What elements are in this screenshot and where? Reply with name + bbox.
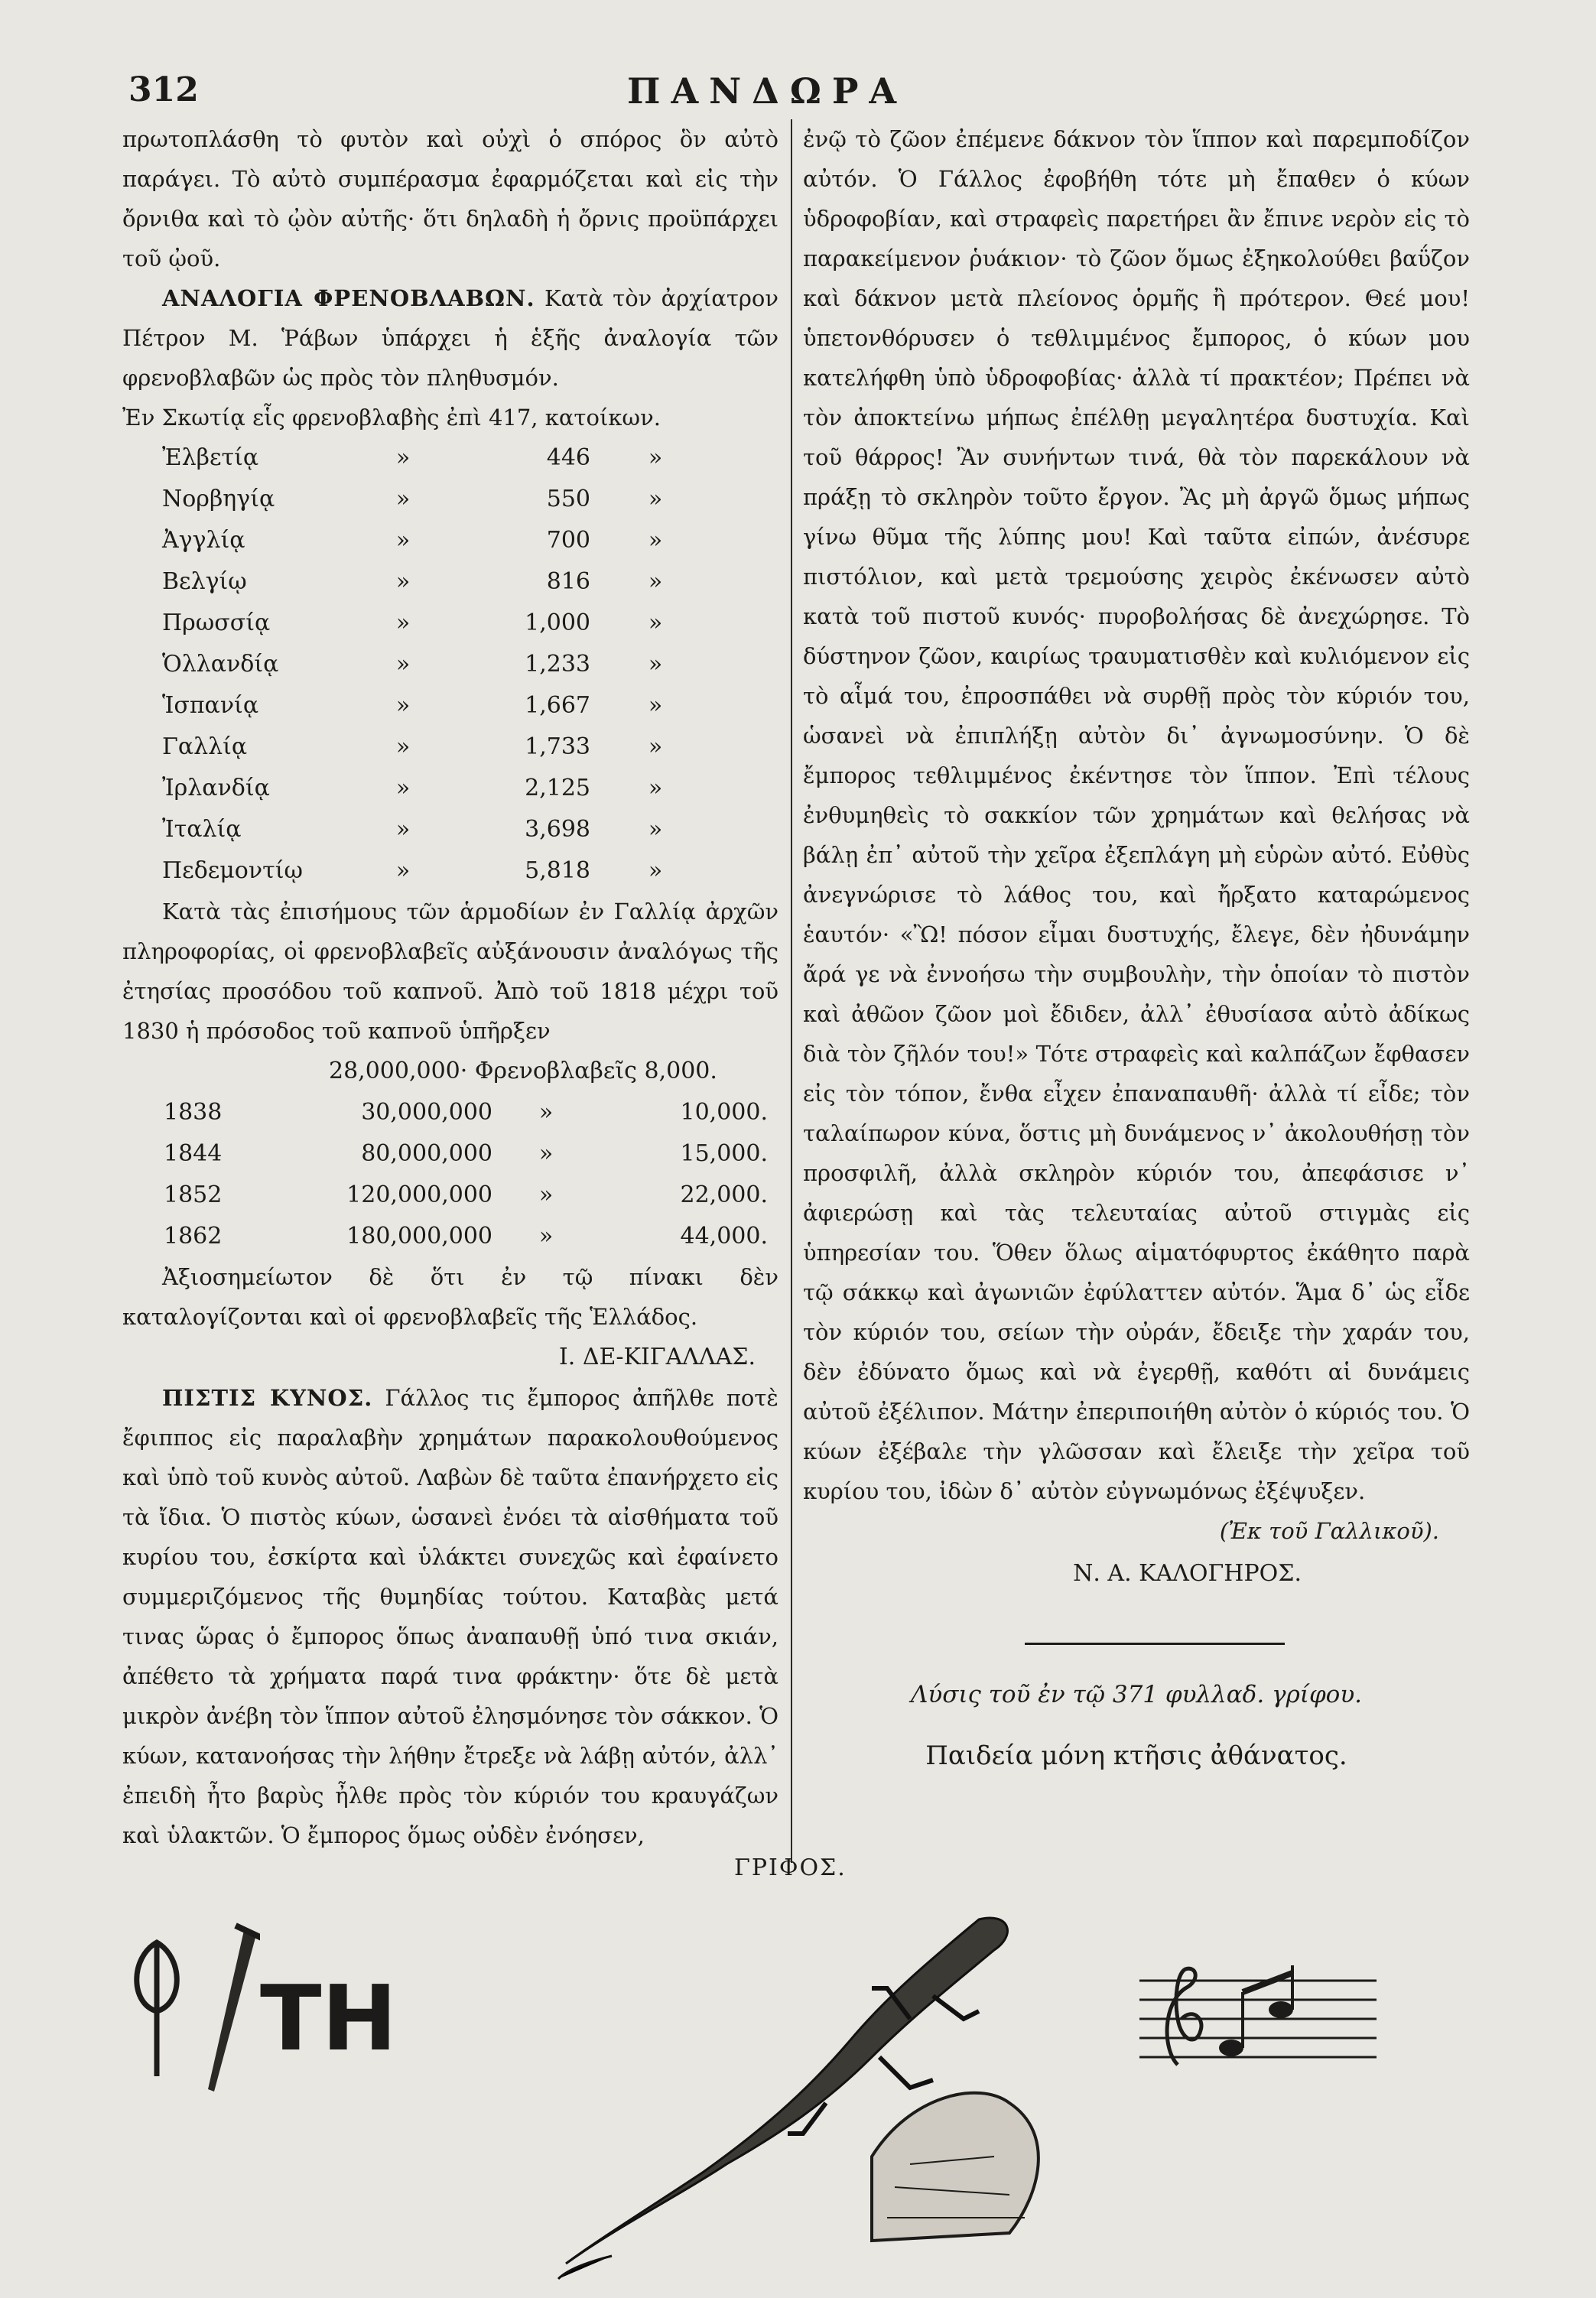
column-divider — [791, 119, 792, 1863]
tobacco-count: 22,000. — [680, 1182, 768, 1208]
tobacco-amount: 30,000,000 — [361, 1099, 492, 1126]
tobacco-year: 1862 — [164, 1223, 223, 1250]
country-value: 1,233 — [525, 651, 590, 678]
ditto-mark: » — [648, 816, 663, 843]
dog-story-continuation: ἐνῷ τὸ ζῶον ἐπέμενε δάκνον τὸν ἵππον καὶ παρεμποδίζον αὐτόν. Ὁ Γάλλος ἐφοβήθη τότε μὴ ἔπαθεν ὁ κύων ὑδροφοβίαν, καὶ στραφεὶς παρετήρει ἂν ἔπινε νερὸν εἰς τὸ παρακείμενον ῥυάκιον· τὸ ζῶον ὅμως ἐξηκολούθει βαΰζον καὶ δάκνον μετὰ πλείονος ὁρμῆς ἢ πρότερον. Θεέ μου! ὑπετονθόρυσεν ὁ τεθλιμμένος ἔμπορος, ὁ κύων μου κατελήφθη ὑπὸ ὑδροφοβίας· ἀλλὰ τί πρακτέον; Πρέπει νὰ τὸν ἀποκτείνω μήπως ἐπέλθῃ μεγαλητέρα δυστυχία. Καὶ τοῦ θάρρος! Ἂν συνήντων τινά, θὰ τὸν παρεκάλουν νὰ πράξῃ τὸ σκληρὸν τοῦτο ἔργον. Ἂς μὴ ἀργῶ ὅμως μήπως γίνω θῦμα τῆς λύπης μου! Καὶ ταῦτα εἰπών, ἀνέσυρε πιστόλιον, καὶ μετὰ τρεμούσης χειρὸς ἐκένωσεν αὐτὸ κατὰ τοῦ πιστοῦ κυνός· πυροβολήσας δὲ ἀνεχώρησε. Τὸ δύστηνον ζῶον, καιρίως τραυματισθὲν καὶ κυλιόμενον εἰς τὸ αἷμά του, ἐπροσπάθει νὰ συρθῇ πρὸς τὸν κύριόν του, ὡσανεὶ νὰ ἐπιπλήξῃ αὐτὸν δι᾿ ἀγνωμοσύνην. Ὁ δὲ ἔμπορος τεθλιμμένος ἐκέντησε τὸν ἵππον. Ἐπὶ τέλους ἐνθυμηθεὶς τὸ σακκίον τῶν χρημάτων καὶ θελήσας νὰ βάλῃ ἐπ᾿ αὐτοῦ τὴν χεῖρα ἐξεπλάγη μὴ εὑρὼν αὐτό. Εὐθὺς ἀνεγνώρισε τὸ λάθος του, καὶ ἤρξατο καταρώμενος ἑαυτόν· «Ὢ! πόσον εἶμαι δυστυχής, ἔλεγε, δὲν ἠδυνάμην ἄρά γε νὰ ἐννοήσω τὴν συμβουλὴν, τὴν ὁποίαν τὸ πιστὸν καὶ ἀθῶον ζῶον μοὶ ἔδιδεν, ἀλλ᾿ ἐθυσίασα αὐτὸ ἀδίκως διὰ τὸν ζῆλόν του!» Τότε στραφεὶς καὶ καλπάζων ἔφθασεν εἰς τὸν τόπον, ἔνθα εἶχεν ἐπαναπαυθῆ· ἀλλὰ τί εἶδε; τὸν ταλαίπωρον κύνα, ὅστις μὴ δυνάμενος ν᾿ ἀκολουθήσῃ τὸν προσφιλῆ, ἀλλὰ σκληρὸν κύριόν του, ἀπεφάσισε ν᾿ ἀφιερώσῃ καὶ τὰς τελευταίας αὐτοῦ στιγμὰς εἰς ὑπηρεσίαν του. Ὅθεν ὅλως αἱματόφυρτος ἐκάθητο παρὰ τῷ σάκκῳ καὶ ἀγωνιῶν ἐφύλαττεν αὐτόν. Ἅμα δ᾿ ὡς εἶδε τὸν κύριόν του, σείων τὴν οὐράν, ἔδειξε τὴν χαράν του, δὲν ἐδύνατο ὅμως καὶ νὰ ἐγερθῇ, καθότι αἱ δυνάμεις αὐτοῦ ἐξέλιπον. Μάτην ἐπεριποιήθη αὐτὸν ὁ κύριός του. Ὁ κύων ἐξέβαλε τὴν γλῶσσαν καὶ ἔλειξε τὴν χεῖρα τοῦ κυρίου του, ἰδὼν δ᾿ αὐτὸν εὐγνωμόνως ἐξέψυξεν. — [803, 126, 1470, 1504]
story-source: (Ἐκ τοῦ Γαλλικοῦ). — [1219, 1518, 1439, 1544]
tobacco-count: 10,000. — [680, 1099, 768, 1126]
riddle-solution-line: Λύσις τοῦ ἐν τῷ 371 φυλλαδ. γρίφου. — [910, 1681, 1363, 1708]
tobacco-amount: 80,000,000 — [361, 1140, 492, 1167]
ditto-mark: » — [538, 1140, 554, 1167]
section-rule — [1025, 1643, 1285, 1645]
tobacco-amount: 120,000,000 — [346, 1182, 492, 1208]
country-value: 5,818 — [525, 857, 590, 884]
tobacco-row — [122, 1216, 778, 1257]
country-value: 1,733 — [525, 733, 590, 760]
ditto-mark: » — [395, 568, 411, 595]
country-value: 700 — [546, 527, 590, 554]
country-row — [122, 479, 778, 520]
remark-paragraph: Ἀξιοσημείωτον δὲ ὅτι ἐν τῷ πίνακι δὲν καταλογίζονται καὶ οἱ φρενοβλαβεῖς τῆς Ἑλλάδος. — [122, 1264, 778, 1330]
ditto-mark: » — [648, 568, 663, 595]
ditto-mark: » — [538, 1099, 554, 1126]
ditto-mark: » — [395, 775, 411, 801]
country-name: Ὁλλανδίᾳ — [162, 651, 279, 678]
ditto-mark: » — [648, 444, 663, 471]
country-value: 816 — [546, 568, 590, 595]
ditto-mark: » — [648, 527, 663, 554]
riddle-illustration — [0, 1889, 1596, 2287]
dog-text: Γάλλος τις ἔμπορος ἀπῆλθε ποτὲ ἔφιππος εἰς παραλαβὴν χρημάτων παρακολουθούμενος καὶ ὑπὸ τοῦ κυνὸς αὐτοῦ. Λαβὼν δὲ ταῦτα ἐπανήρχετο εἰς τὰ ἴδια. Ὁ πιστὸς κύων, ὡσανεὶ ἐνόει τὰ αἰσθήματα τοῦ κυρίου του, ἐσκίρτα καὶ ὑλάκτει συνεχῶς καὶ ἐφαίνετο συμμεριζόμενος τῆς θυμηδίας τούτου. Καταβὰς μετά τινας ὥρας ὁ ἔμπορος ὅπως ἀναπαυθῇ ὑπό τινα σκιάν, ἀπέθετο τὰ χρήματα παρά τινα φράκτην· ὅτε δὲ μετὰ μικρὸν ἀνέβη τὸν ἵππον αὐτοῦ ἐλησμόνησε τὸν σάκκον. Ὁ κύων, κατανοήσας τὴν λήθην ἔτρεξε νὰ λάβῃ αὐτόν, ἀλλ᾿ ἐπειδὴ ἦτο βαρὺς ἦλθε πρὸς τὸν κύριόν του κραυγάζων καὶ ὑλακτῶν. Ὁ ἔμπορος ὅμως οὐδὲν ἐνόησεν, — [122, 1385, 778, 1848]
country-name: Γαλλίᾳ — [162, 733, 248, 760]
music-staff-icon — [1132, 1958, 1384, 2072]
ditto-mark: » — [648, 651, 663, 678]
country-value: 3,698 — [525, 816, 590, 843]
madness-text: Κατὰ τὸν ἀρχίατρον Πέτρον Μ. Ῥάβων ὑπάρχει ἡ ἑξῆς ἀναλογία τῶν φρενοβλαβῶν ὡς πρὸς τὸν πληθυσμόν. — [122, 285, 779, 391]
tobacco-row — [122, 1175, 778, 1216]
tobacco-row — [122, 1092, 778, 1133]
dog-story-start — [122, 1378, 778, 1855]
tobacco-first-row: 28,000,000· Φρενοβλαβεῖς 8,000. — [329, 1058, 717, 1084]
country-row — [122, 768, 778, 809]
country-name: Νορβηγίᾳ — [162, 486, 275, 512]
signature-de-kigallas: Ι. ΔΕ-ΚΙΓΑΛΛΑΣ. — [558, 1344, 756, 1370]
country-name: Ἱσπανίᾳ — [162, 692, 259, 719]
ditto-mark: » — [395, 733, 411, 760]
country-name: Ἐλβετίᾳ — [162, 444, 259, 471]
tobacco-year: 1852 — [164, 1182, 223, 1208]
ditto-mark: » — [648, 609, 663, 636]
tobacco-year: 1844 — [164, 1140, 223, 1167]
country-name: Πεδεμοντίῳ — [162, 857, 303, 884]
madness-section — [122, 278, 778, 398]
tobacco-count: 44,000. — [680, 1223, 768, 1250]
opening-paragraph: πρωτοπλάσθη τὸ φυτὸν καὶ οὐχὶ ὁ σπόρος ὃν αὐτὸ παράγει. Τὸ αὐτὸ συμπέρασμα ἐφαρμόζεται καὶ εἰς τὴν ὄρνιθα καὶ τὸ ᾠὸν αὐτῆς· ὅτι δηλαδὴ ἡ ὄρνις προϋπάρχει τοῦ ᾠοῦ. — [122, 126, 778, 271]
letter-phi-icon — [122, 1935, 191, 2080]
ditto-mark: » — [395, 486, 411, 512]
country-row — [122, 603, 778, 644]
running-title: ΠΑΝΔΩΡΑ — [627, 70, 908, 112]
signature-kalogiros: Ν. Α. ΚΑΛΟΓΗΡΟΣ. — [1073, 1560, 1302, 1587]
country-row — [122, 520, 778, 561]
riddle-solution-motto: Παιδεία μόνη κτῆσις ἀθάνατος. — [925, 1741, 1347, 1771]
country-value: 446 — [546, 444, 590, 471]
country-row — [122, 685, 778, 726]
country-value: 1,667 — [525, 692, 590, 719]
country-value: 1,000 — [525, 609, 590, 636]
ditto-mark: » — [395, 857, 411, 884]
left-column — [122, 119, 778, 1855]
ditto-mark: » — [395, 816, 411, 843]
page-header — [122, 64, 1484, 119]
ditto-mark: » — [395, 527, 411, 554]
tobacco-table — [122, 1092, 778, 1257]
right-column — [803, 119, 1470, 1780]
ditto-mark: » — [395, 444, 411, 471]
ditto-mark: » — [648, 486, 663, 512]
madness-heading: ΑΝΑΛΟΓΙΑ ΦΡΕΝΟΒΛΑΒΩΝ. — [162, 285, 535, 311]
riddle-text-th: ΤΗ — [260, 1965, 398, 2071]
riddle-heading: ΓΡΙΦΟΣ. — [734, 1854, 847, 1881]
ditto-mark: » — [395, 609, 411, 636]
ditto-mark: » — [648, 733, 663, 760]
tobacco-paragraph: Κατὰ τὰς ἐπισήμους τῶν ἁρμοδίων ἐν Γαλλίᾳ ἀρχῶν πληροφορίας, οἱ φρενοβλαβεῖς αὐξάνουσιν ἀναλόγως τῆς ἐτησίας προσόδου τοῦ καπνοῦ. Ἀπὸ τοῦ 1818 μέχρι τοῦ 1830 ἡ πρόσοδος τοῦ καπνοῦ ὑπῆρξεν — [122, 899, 778, 1044]
tobacco-count: 15,000. — [680, 1140, 768, 1167]
lizard-on-rock-icon — [551, 1904, 1132, 2287]
country-name: Βελγίῳ — [162, 568, 247, 595]
nail-icon — [191, 1919, 260, 2095]
scotland-line: Ἐν Σκωτίᾳ εἷς φρενοβλαβὴς ἐπὶ 417, κατοίκων. — [122, 405, 661, 431]
country-name: Ἰταλίᾳ — [162, 816, 242, 843]
dog-heading: ΠΙΣΤΙΣ ΚΥΝΟΣ. — [162, 1385, 373, 1411]
country-row — [122, 561, 778, 603]
country-value: 2,125 — [525, 775, 590, 801]
ditto-mark: » — [395, 651, 411, 678]
ditto-mark: » — [648, 775, 663, 801]
country-row — [122, 644, 778, 685]
country-name: Ἰρλανδίᾳ — [162, 775, 270, 801]
ditto-mark: » — [648, 857, 663, 884]
country-row — [122, 437, 778, 479]
country-row — [122, 850, 778, 892]
ditto-mark: » — [538, 1182, 554, 1208]
ditto-mark: » — [395, 692, 411, 719]
country-name: Ἀγγλίᾳ — [162, 527, 245, 554]
country-name: Πρωσσίᾳ — [162, 609, 271, 636]
country-table — [122, 437, 778, 892]
country-row — [122, 809, 778, 850]
country-row — [122, 726, 778, 768]
ditto-mark: » — [648, 692, 663, 719]
tobacco-amount: 180,000,000 — [346, 1223, 492, 1250]
page-number: 312 — [128, 70, 199, 109]
tobacco-year: 1838 — [164, 1099, 223, 1126]
ditto-mark: » — [538, 1223, 554, 1250]
tobacco-row — [122, 1133, 778, 1175]
country-value: 550 — [546, 486, 590, 512]
